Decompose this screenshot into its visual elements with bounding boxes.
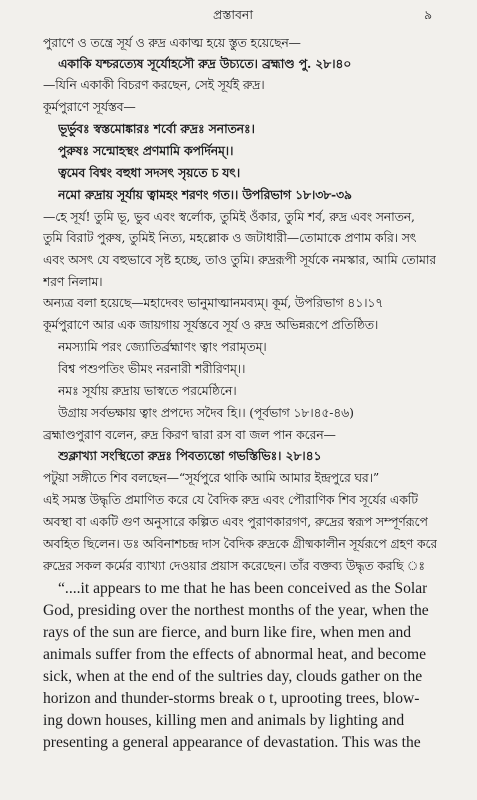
- text-line: অবস্থা বা একটি গুণ অনুসারে কল্পিত এবং পুরাণকারগণ, রুদ্রের স্বরূপ সম্পূর্ণরূপে: [43, 514, 428, 529]
- quote-line: presenting a general appearance of devastation. This was the: [43, 734, 421, 751]
- text-line: রুদ্রের সকল কর্মের ব্যাখ্যা দেওয়ার প্রয়াস করেছেন। তাঁর বক্তব্য উদ্ধৃত করছি ঃ: [43, 558, 425, 573]
- text-line: ব্রহ্মাণ্ডপুরাণ বলেন, রুদ্র কিরণ দ্বারা রস বা জল পান করেন—: [43, 427, 336, 442]
- text-line: একাকি যশ্চরত্যেষ সূর্যোহসৌ রুদ্র উচ্যতে। ব্রহ্মাণ্ড পু. ২৮।৪০: [58, 56, 352, 71]
- text-line: উগ্রায় সর্বভক্ষায় ত্বাং প্রপদ্যে সদৈব হি।। (পূর্বভাগ ১৮।৪৫-৪৬): [58, 405, 354, 420]
- text-line: নমস্যামি পরং জ্যোতির্ব্রহ্মাণং ত্বাং পরামৃতম্।: [58, 339, 267, 354]
- text-line: নমঃ সূর্যায় রুদ্রায় ভাস্বতে পরমেষ্ঠিনে।: [58, 383, 237, 398]
- quote-line: “....it appears to me that he has been conceived as the Solar: [58, 580, 428, 597]
- text-line: অবহিত ছিলেন। ডঃ অবিনাশচন্দ্র দাস বৈদিক রুদ্রকে গ্রীষ্মকালীন সূর্যরূপে গ্রহণ করে: [43, 536, 438, 551]
- running-header-title: প্রস্তাবনা: [213, 7, 253, 22]
- text-line: ত্বমেব বিশ্বং বহুধা সদসৎ সৃয়তে চ যৎ।: [58, 165, 241, 180]
- text-line: শুক্লাখ্যা সংস্থিতো রুদ্রঃ পিবত্যন্তো গভস্তিভিঃ। ২৮।৪১: [58, 448, 322, 463]
- quote-line: horizon and thunder-storms break o t, uprooting trees, blow-: [43, 690, 420, 707]
- text-line: কূর্মপুরাণে সূর্যস্তব—: [43, 99, 136, 114]
- text-line: এই সমস্ত উদ্ধৃতি প্রমাণিত করে যে বৈদিক রুদ্র এবং পৌরাণিক শিব সূর্যের একটি: [43, 492, 418, 507]
- text-line: বিশ্ব পশুপতিং ভীমং নরনারী শরীরিণম্।।: [58, 361, 246, 376]
- text-line: নমো রুদ্রায় সূর্যায় ত্বামহং শরণং গত।। উপরিভাগ ১৮।৩৮-৩৯: [58, 187, 352, 202]
- text-line: পটুয়া সঙ্গীতে শিব বলছেন—“সূর্যপুরে থাকি আমি আমার ইন্দ্রপুরে ঘর।”: [43, 470, 380, 485]
- text-line: কূর্মপুরাণে আর এক জায়গায় সূর্যস্তবে সূর্য ও রুদ্র অভিন্নরূপে প্রতিষ্ঠিত।: [43, 317, 379, 332]
- quote-line: ing down houses, killing men and animals by lighting and: [43, 712, 405, 729]
- text-line: শরণ নিলাম।: [43, 274, 103, 289]
- quote-line: rays of the sun are fierce, and burn like fire, when men and: [43, 624, 412, 641]
- text-line: —হে সূর্য! তুমি ভূ, ভুব এবং স্বর্লোক, তুমিই ওঁকার, তুমি শর্ব, রুদ্র এবং সনাতন,: [43, 209, 415, 224]
- quote-line: animals suffer from the effects of abnormal heat, and become: [43, 646, 427, 663]
- quote-line: sick, when at the end of the sultries day, clouds gather on the: [43, 668, 423, 685]
- text-line: ভূর্ভুবঃ স্বস্তমোঙ্কারঃ শর্বো রুদ্রঃ সনাতনঃ।: [58, 121, 255, 136]
- quote-line: God, presiding over the northest months of the year, when the: [43, 602, 429, 619]
- text-line: —যিনি একাকী বিচরণ করছেন, সেই সূর্যই রুদ্র।: [43, 77, 265, 92]
- text-line: তুমি বিরাট পুরুষ, তুমিই নিত্য, মহল্লোক ও জটাধারী—তোমাকে প্রণাম করি। সৎ: [43, 230, 417, 245]
- text-line: পুরাণে ও তন্ত্রে সূর্য ও রুদ্র একাত্ম হয়ে স্তুত হয়েছেন—: [43, 35, 301, 50]
- text-line: এবং অসৎ যে বহুভাবে সৃষ্ট হচ্ছে, তাও তুমি। রুদ্ররূপী সূর্যকে নমস্কার, আমি তোমার: [43, 252, 437, 267]
- text-line: অন্যত্র বলা হয়েছে—মহাদেবং ভানুমাত্মানমব্যম্। কূর্ম, উপরিভাগ ৪১।১৭: [43, 295, 384, 310]
- page-number: ৯: [424, 7, 433, 22]
- text-line: পুরুষঃ সন্মোহস্থং প্রণমামি কপর্দিনম্।।: [58, 143, 234, 158]
